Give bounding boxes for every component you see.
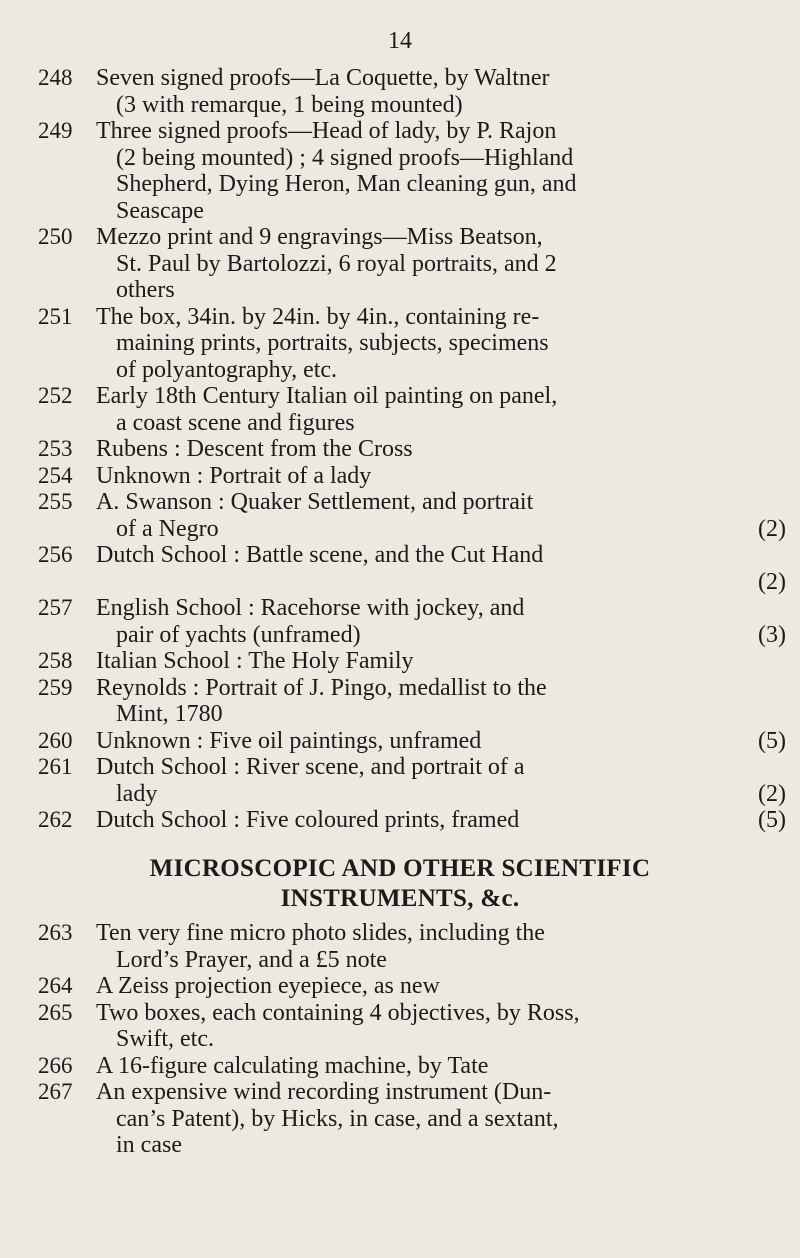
- lot-entry: [38, 383, 788, 436]
- lot-line-text: (2 being mounted) ; 4 signed proofs—Highland: [116, 144, 574, 171]
- lot-line-text: Unknown : Portrait of a lady: [96, 462, 372, 489]
- lot-line-text: Mint, 1780: [116, 701, 223, 727]
- lot-description-line: [96, 807, 786, 834]
- lot-line-text: maining prints, portraits, subjects, specimens: [116, 330, 549, 356]
- lot-number: 256: [38, 542, 73, 567]
- lot-description-line: [96, 542, 786, 569]
- lot-line-text: a coast scene and figures: [116, 409, 355, 436]
- lot-number: 261: [38, 754, 73, 779]
- lot-description-line: [96, 1106, 786, 1133]
- lot-entry: [38, 807, 788, 834]
- section-heading: [0, 854, 800, 914]
- lot-description-line: [96, 947, 786, 974]
- lot-entry: [38, 542, 788, 595]
- lot-entry: [38, 65, 788, 118]
- lot-description-line: [96, 1053, 786, 1080]
- lot-description-line: [96, 118, 786, 145]
- lot-description-line: [96, 304, 786, 331]
- lot-entry: [38, 489, 788, 542]
- lot-entry: [38, 728, 788, 755]
- section-heading-line-1: MICROSCOPIC AND OTHER SCIENTIFIC: [149, 855, 651, 882]
- lot-description: [96, 542, 788, 595]
- lot-description: [96, 675, 788, 728]
- lot-description-line: [96, 251, 786, 278]
- lot-line-text: An expensive wind recording instrument (Dun-: [96, 1079, 552, 1105]
- page-number: 14: [388, 28, 412, 54]
- lot-description: [96, 1000, 788, 1053]
- lot-list-instruments: [38, 920, 788, 1159]
- lot-description-line: [96, 781, 786, 808]
- lot-entry: [38, 463, 788, 490]
- lot-description-line: [96, 277, 786, 304]
- lot-line-text: Italian School : The Holy Family: [96, 648, 414, 674]
- lot-number: 258: [38, 648, 73, 673]
- lot-number: 265: [38, 999, 73, 1025]
- lot-number: 262: [38, 807, 73, 832]
- lot-number: 266: [38, 1052, 73, 1078]
- lot-number: 267: [38, 1079, 73, 1104]
- lot-line-text: A. Swanson : Quaker Settlement, and portrait: [96, 489, 534, 515]
- lot-quantity: (2): [758, 780, 786, 807]
- lot-description-line: [96, 1132, 786, 1159]
- lot-description-line: [96, 569, 786, 596]
- lot-number: 260: [38, 727, 73, 753]
- lot-description-line: [96, 410, 786, 437]
- lot-number: 249: [38, 118, 73, 143]
- lot-line-text: Lord’s Prayer, and a £5 note: [116, 946, 387, 973]
- lot-line-text: Dutch School : Five coloured prints, framed: [96, 807, 520, 833]
- lot-description-line: [96, 224, 786, 251]
- lot-line-text: The box, 34in. by 24in. by 4in., containing re-: [96, 303, 540, 330]
- lot-entry: [38, 973, 788, 1000]
- lot-number: 255: [38, 489, 73, 514]
- lot-list-pictures: [38, 65, 788, 834]
- lot-description-line: [96, 92, 786, 119]
- lot-description-line: [96, 357, 786, 384]
- lot-description: [96, 436, 788, 463]
- lot-quantity: (3): [758, 621, 786, 648]
- lot-line-text: Early 18th Century Italian oil painting on panel,: [96, 383, 558, 409]
- lot-line-text: Seven signed proofs—La Coquette, by Waltner: [96, 65, 550, 91]
- lot-number: 254: [38, 462, 73, 488]
- lot-number: 248: [38, 65, 73, 90]
- lot-description-line: [96, 145, 786, 172]
- lot-description: [96, 920, 788, 973]
- lot-description: [96, 728, 788, 755]
- lot-description: [96, 224, 788, 304]
- lot-quantity: (2): [758, 515, 786, 542]
- lot-description-line: [96, 1026, 786, 1053]
- lot-line-text: English School : Racehorse with jockey, and: [96, 595, 525, 621]
- lot-description: [96, 648, 788, 675]
- lot-number: 252: [38, 383, 73, 408]
- lot-line-text: Swift, etc.: [116, 1026, 214, 1052]
- lot-description: [96, 118, 788, 224]
- lot-entry: [38, 1000, 788, 1053]
- lot-description: [96, 973, 788, 1000]
- lot-description: [96, 383, 788, 436]
- lot-description: [96, 489, 788, 542]
- lot-entry: [38, 224, 788, 304]
- lot-line-text: Dutch School : Battle scene, and the Cut Hand: [96, 542, 544, 568]
- lot-line-text: (3 with remarque, 1 being mounted): [116, 91, 463, 118]
- lot-description: [96, 1079, 788, 1159]
- lot-description-line: [96, 595, 786, 622]
- lot-description-line: [96, 330, 786, 357]
- lot-line-text: Rubens : Descent from the Cross: [96, 436, 413, 462]
- lot-description: [96, 65, 788, 118]
- lot-description: [96, 595, 788, 648]
- lot-description-line: [96, 701, 786, 728]
- lot-description-line: [96, 1000, 786, 1027]
- lot-entry: [38, 1053, 788, 1080]
- lot-line-text: Dutch School : River scene, and portrait of a: [96, 754, 525, 780]
- section-heading-line-2: INSTRUMENTS, &c.: [280, 885, 520, 912]
- lot-line-text: Ten very fine micro photo slides, including the: [96, 920, 545, 946]
- lot-description-line: [96, 675, 786, 702]
- lot-number: 257: [38, 595, 73, 620]
- lot-quantity: (5): [758, 807, 786, 833]
- lot-description-line: [96, 516, 786, 543]
- lot-entry: [38, 754, 788, 807]
- lot-description-line: [96, 728, 786, 755]
- lot-description-line: [96, 383, 786, 410]
- lot-description: [96, 807, 788, 834]
- lot-line-text: Reynolds : Portrait of J. Pingo, medallist to the: [96, 674, 547, 701]
- lot-entry: [38, 118, 788, 224]
- lot-description-line: [96, 920, 786, 947]
- lot-description: [96, 1053, 788, 1080]
- lot-number: 253: [38, 436, 73, 461]
- lot-description-line: [96, 171, 786, 198]
- lot-line-text: A Zeiss projection eyepiece, as new: [96, 973, 440, 999]
- lot-entry: [38, 675, 788, 728]
- lot-line-text: lady: [116, 780, 158, 807]
- lot-line-text: others: [116, 277, 175, 303]
- lot-number: 250: [38, 224, 73, 249]
- lot-quantity: (2): [758, 568, 786, 595]
- lot-line-text: A 16-figure calculating machine, by Tate: [96, 1052, 489, 1079]
- lot-line-text: of polyantography, etc.: [116, 356, 338, 383]
- lot-description-line: [96, 489, 786, 516]
- lot-entry: [38, 436, 788, 463]
- lot-description-line: [96, 973, 786, 1000]
- lot-line-text: in case: [116, 1132, 182, 1158]
- lot-entry: [38, 1079, 788, 1159]
- lot-description-line: [96, 463, 786, 490]
- lot-line-text: Mezzo print and 9 engravings—Miss Beatson,: [96, 224, 543, 250]
- lot-line-text: Two boxes, each containing 4 objectives, by Ross,: [96, 999, 580, 1026]
- lot-description: [96, 754, 788, 807]
- lot-entry: [38, 304, 788, 384]
- lot-number: 264: [38, 973, 73, 998]
- lot-quantity: (5): [758, 727, 786, 754]
- lot-line-text: Unknown : Five oil paintings, unframed: [96, 727, 482, 754]
- lot-description-line: [96, 622, 786, 649]
- lot-entry: [38, 595, 788, 648]
- lot-description: [96, 304, 788, 384]
- lot-line-text: St. Paul by Bartolozzi, 6 royal portraits, and 2: [116, 250, 557, 277]
- lot-entry: [38, 648, 788, 675]
- lot-description-line: [96, 65, 786, 92]
- lot-line-text: of a Negro: [116, 515, 219, 542]
- lot-number: 263: [38, 920, 73, 945]
- lot-line-text: Shepherd, Dying Heron, Man cleaning gun, and: [116, 171, 577, 197]
- lot-entry: [38, 920, 788, 973]
- lot-description: [96, 463, 788, 490]
- lot-description-line: [96, 754, 786, 781]
- lot-description-line: [96, 198, 786, 225]
- lot-description-line: [96, 648, 786, 675]
- lot-line-text: can’s Patent), by Hicks, in case, and a sextant,: [116, 1105, 559, 1132]
- lot-number: 251: [38, 303, 73, 329]
- lot-line-text: Three signed proofs—Head of lady, by P. Rajon: [96, 118, 557, 144]
- lot-line-text: Seascape: [116, 197, 204, 224]
- lot-description-line: [96, 436, 786, 463]
- lot-line-text: pair of yachts (unframed): [116, 621, 361, 648]
- lot-description-line: [96, 1079, 786, 1106]
- lot-number: 259: [38, 674, 73, 700]
